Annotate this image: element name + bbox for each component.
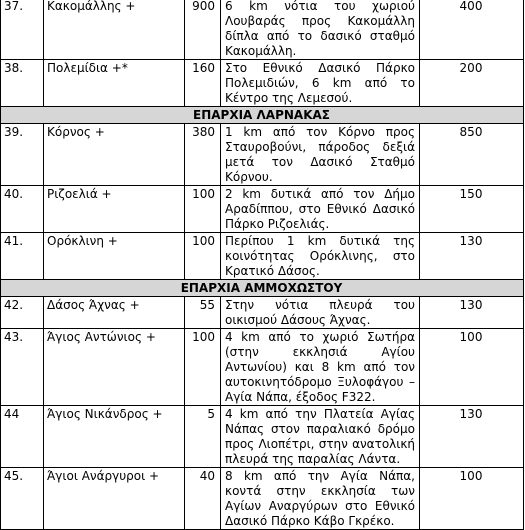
capacity: 55 (185, 297, 221, 329)
location-description: 8 km από την Αγία Νάπα, κοντά στην εκκλησία των Αγίων Αναργύρων στο Εθνικό Δασικό Πάρκο Κάβο Γκρέκο. (221, 468, 420, 530)
row-number: 39. (1, 124, 44, 186)
site-name: Άγιος Νικάνδρος + (44, 406, 185, 468)
location-description: Στο Εθνικό Δασικό Πάρκο Πολεμιδιών, 6 km από το Κέντρο της Λεμεσού. (221, 60, 420, 107)
site-name: Δάσος Άχνας + (44, 297, 185, 329)
table-row (1, 297, 524, 329)
altitude: 130 (420, 406, 524, 468)
table-row (1, 233, 524, 280)
altitude: 200 (420, 60, 524, 107)
capacity: 100 (185, 233, 221, 280)
location-description: 4 km από την Πλατεία Αγίας Νάπας στον παραλιακό δρόμο προς Λιοπέτρι, στην ανατολική πλευρά της παραλίας Λάντα. (221, 406, 420, 468)
table-row (1, 186, 524, 233)
site-name: Άγιος Αντώνιος + (44, 329, 185, 406)
row-number: 43. (1, 329, 44, 406)
row-number: 45. (1, 468, 44, 530)
capacity: 380 (185, 124, 221, 186)
table-row (1, 0, 524, 60)
site-name: Κόρνος + (44, 124, 185, 186)
row-number: 44 (1, 406, 44, 468)
location-description: 4 km από το χωριό Σωτήρα (στην εκκλησιά Αγίου Αντωνίου) και 8 km από τον αυτοκινητόδρομο Ξυλοφάγου – Αγία Νάπα, έξοδος F322. (221, 329, 420, 406)
table-row (1, 406, 524, 468)
altitude: 100 (420, 468, 524, 530)
altitude: 100 (420, 329, 524, 406)
row-number: 37. (1, 0, 44, 60)
location-description: Στην νότια πλευρά του οικισμού Δάσους Άχνας. (221, 297, 420, 329)
row-number: 40. (1, 186, 44, 233)
table-row (1, 468, 524, 530)
row-number: 38. (1, 60, 44, 107)
site-name: Κακομάλλης + (44, 0, 185, 60)
capacity: 5 (185, 406, 221, 468)
capacity: 100 (185, 329, 221, 406)
location-description: 6 km νότια του χωριού Λουβαράς προς Κακομάλλη δίπλα από το δασικό σταθμό Κακομάλλη. (221, 0, 420, 60)
region-header-row (1, 107, 524, 124)
region-header-row (1, 280, 524, 297)
region-header: ΕΠΑΡΧΙΑ ΛΑΡΝΑΚΑΣ (1, 107, 524, 124)
table-row (1, 124, 524, 186)
table-row (1, 60, 524, 107)
altitude: 150 (420, 186, 524, 233)
altitude: 130 (420, 233, 524, 280)
altitude: 130 (420, 297, 524, 329)
altitude: 400 (420, 0, 524, 60)
capacity: 160 (185, 60, 221, 107)
capacity: 900 (185, 0, 221, 60)
row-number: 41. (1, 233, 44, 280)
site-name: Πολεμίδια +* (44, 60, 185, 107)
row-number: 42. (1, 297, 44, 329)
location-description: 2 km δυτικά από τον Δήμο Αραδίππου, στο Εθνικό Δασικό Πάρκο Ριζοελιάς. (221, 186, 420, 233)
table-row (1, 329, 524, 406)
table-body (1, 0, 524, 530)
site-name: Άγιοι Ανάργυροι + (44, 468, 185, 530)
site-name: Ριζοελιά + (44, 186, 185, 233)
location-description: 1 km από τον Κόρνο προς Σταυροβούνι, πάροδος δεξιά μετά τον Δασικό Σταθμό Κόρνου. (221, 124, 420, 186)
capacity: 100 (185, 186, 221, 233)
region-header: ΕΠΑΡΧΙΑ ΑΜΜΟΧΩΣΤΟΥ (1, 280, 524, 297)
capacity: 40 (185, 468, 221, 530)
location-description: Περίπου 1 km δυτικά της κοινότητας Ορόκλινης, στο Κρατικό Δάσος. (221, 233, 420, 280)
site-name: Ορόκλινη + (44, 233, 185, 280)
altitude: 850 (420, 124, 524, 186)
